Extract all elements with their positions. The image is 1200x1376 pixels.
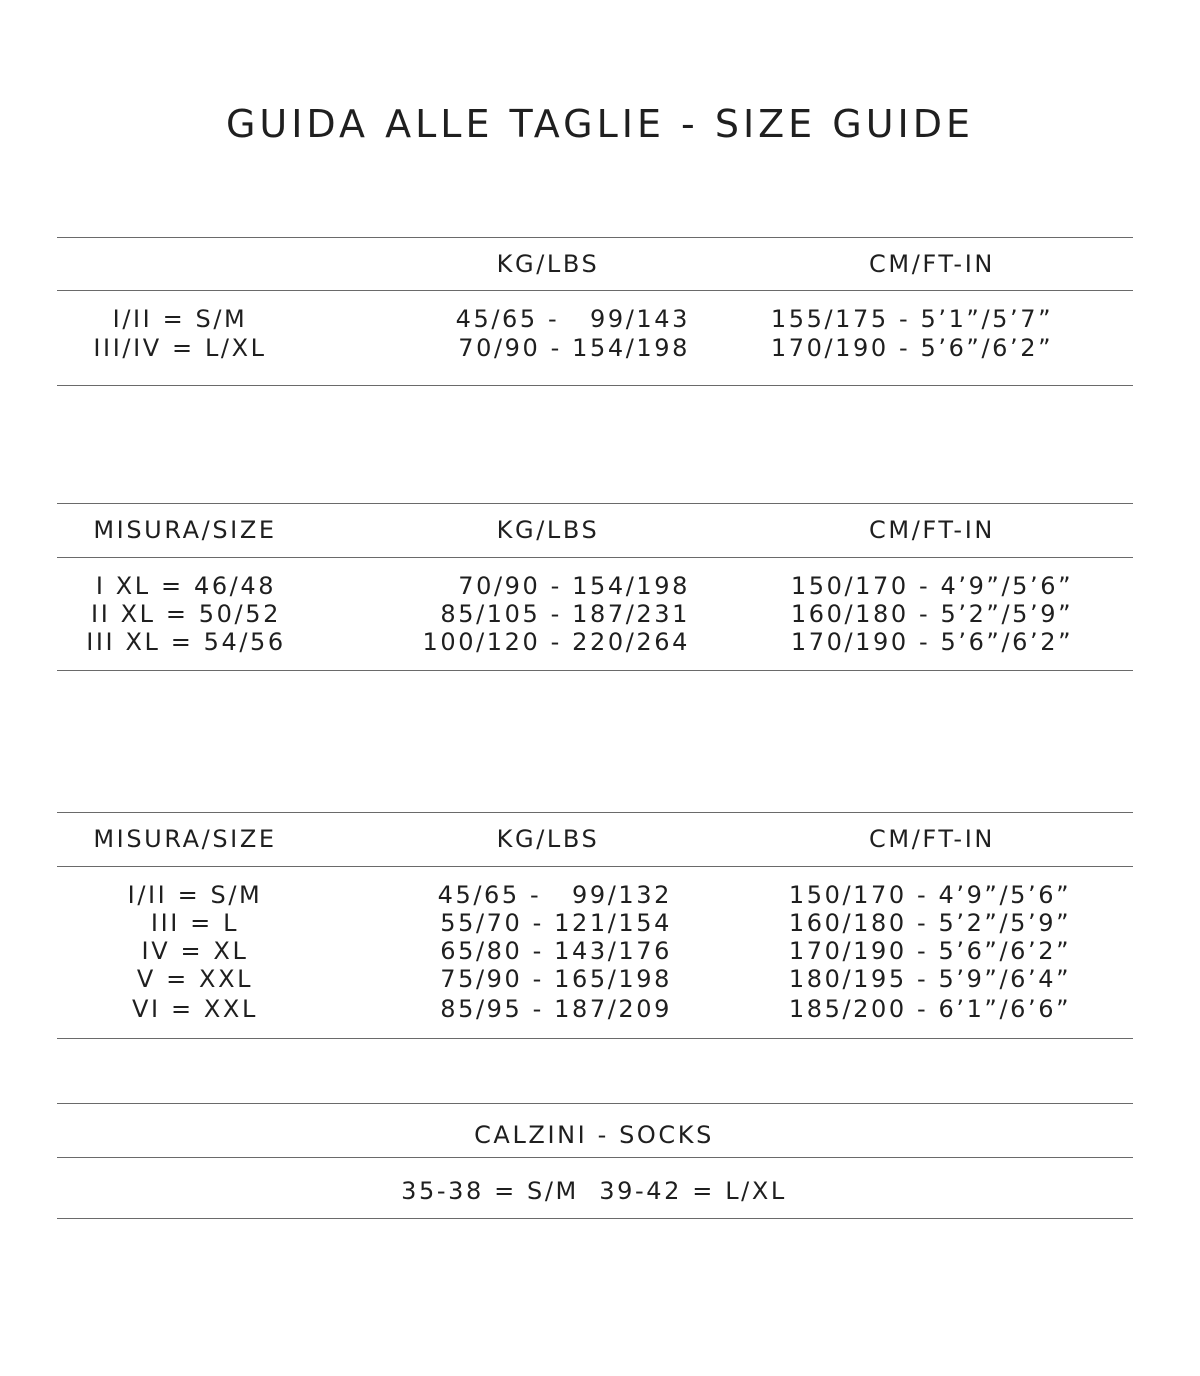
table3-kg-cell: 65/80 - 143/176 bbox=[440, 937, 672, 965]
table2-cm-cell: 150/170 - 4’9”/5’6” bbox=[790, 572, 1074, 600]
table1-top-rule bbox=[57, 237, 1133, 238]
table1-header-rule bbox=[57, 290, 1133, 291]
table2-size-cell: II XL = 50/52 bbox=[91, 600, 281, 628]
table3-top-rule bbox=[57, 812, 1133, 813]
table3-kg-cell: 45/65 - 99/132 bbox=[437, 881, 672, 909]
table1-cm-cell: 170/190 - 5’6”/6’2” bbox=[770, 334, 1054, 362]
table3-size-cell: III = L bbox=[150, 909, 240, 937]
table3-cm-cell: 180/195 - 5’9”/6’4” bbox=[788, 965, 1072, 993]
table1-kg-cell: 70/90 - 154/198 bbox=[458, 334, 690, 362]
table1-header-kg-lbs: KG/LBS bbox=[496, 250, 600, 278]
socks-sizes: 35-38 = S/M 39-42 = L/XL bbox=[401, 1177, 787, 1205]
table3-header-size: MISURA/SIZE bbox=[93, 825, 277, 853]
table1-header-cm-ft-in: CM/FT-IN bbox=[869, 250, 995, 278]
table3-kg-cell: 75/90 - 165/198 bbox=[440, 965, 672, 993]
table2-size-cell: I XL = 46/48 bbox=[95, 572, 277, 600]
table2-header-rule bbox=[57, 557, 1133, 558]
table1-kg-cell: 45/65 - 99/143 bbox=[455, 305, 690, 333]
table3-size-cell: V = XXL bbox=[136, 965, 254, 993]
table2-header-size: MISURA/SIZE bbox=[93, 516, 277, 544]
table2-kg-cell: 100/120 - 220/264 bbox=[422, 628, 690, 656]
table3-size-cell: I/II = S/M bbox=[127, 881, 263, 909]
table1-bottom-rule bbox=[57, 385, 1133, 386]
table2-kg-cell: 85/105 - 187/231 bbox=[440, 600, 690, 628]
socks-top-rule bbox=[57, 1103, 1133, 1104]
table3-size-cell: IV = XL bbox=[141, 937, 249, 965]
table2-cm-cell: 160/180 - 5’2”/5’9” bbox=[790, 600, 1074, 628]
table1-cm-cell: 155/175 - 5’1”/5’7” bbox=[770, 305, 1054, 333]
table1-size-cell: I/II = S/M bbox=[112, 305, 248, 333]
table2-top-rule bbox=[57, 503, 1133, 504]
table3-header-kg-lbs: KG/LBS bbox=[496, 825, 600, 853]
table2-size-cell: III XL = 54/56 bbox=[86, 628, 286, 656]
table3-header-cm-ft-in: CM/FT-IN bbox=[869, 825, 995, 853]
table3-cm-cell: 185/200 - 6’1”/6’6” bbox=[788, 995, 1072, 1023]
socks-header-rule bbox=[57, 1157, 1133, 1158]
table1-size-cell: III/IV = L/XL bbox=[93, 334, 267, 362]
table3-kg-cell: 55/70 - 121/154 bbox=[440, 909, 672, 937]
table3-cm-cell: 150/170 - 4’9”/5’6” bbox=[788, 881, 1072, 909]
socks-bottom-rule bbox=[57, 1218, 1133, 1219]
socks-header: CALZINI - SOCKS bbox=[474, 1121, 714, 1149]
table2-bottom-rule bbox=[57, 670, 1133, 671]
table3-kg-cell: 85/95 - 187/209 bbox=[440, 995, 672, 1023]
table2-header-kg-lbs: KG/LBS bbox=[496, 516, 600, 544]
table3-bottom-rule bbox=[57, 1038, 1133, 1039]
table3-header-rule bbox=[57, 866, 1133, 867]
table2-kg-cell: 70/90 - 154/198 bbox=[458, 572, 690, 600]
page-title: GUIDA ALLE TAGLIE - SIZE GUIDE bbox=[225, 102, 975, 146]
table3-cm-cell: 170/190 - 5’6”/6’2” bbox=[788, 937, 1072, 965]
table2-cm-cell: 170/190 - 5’6”/6’2” bbox=[790, 628, 1074, 656]
table3-cm-cell: 160/180 - 5’2”/5’9” bbox=[788, 909, 1072, 937]
table2-header-cm-ft-in: CM/FT-IN bbox=[869, 516, 995, 544]
table3-size-cell: VI = XXL bbox=[132, 995, 258, 1023]
